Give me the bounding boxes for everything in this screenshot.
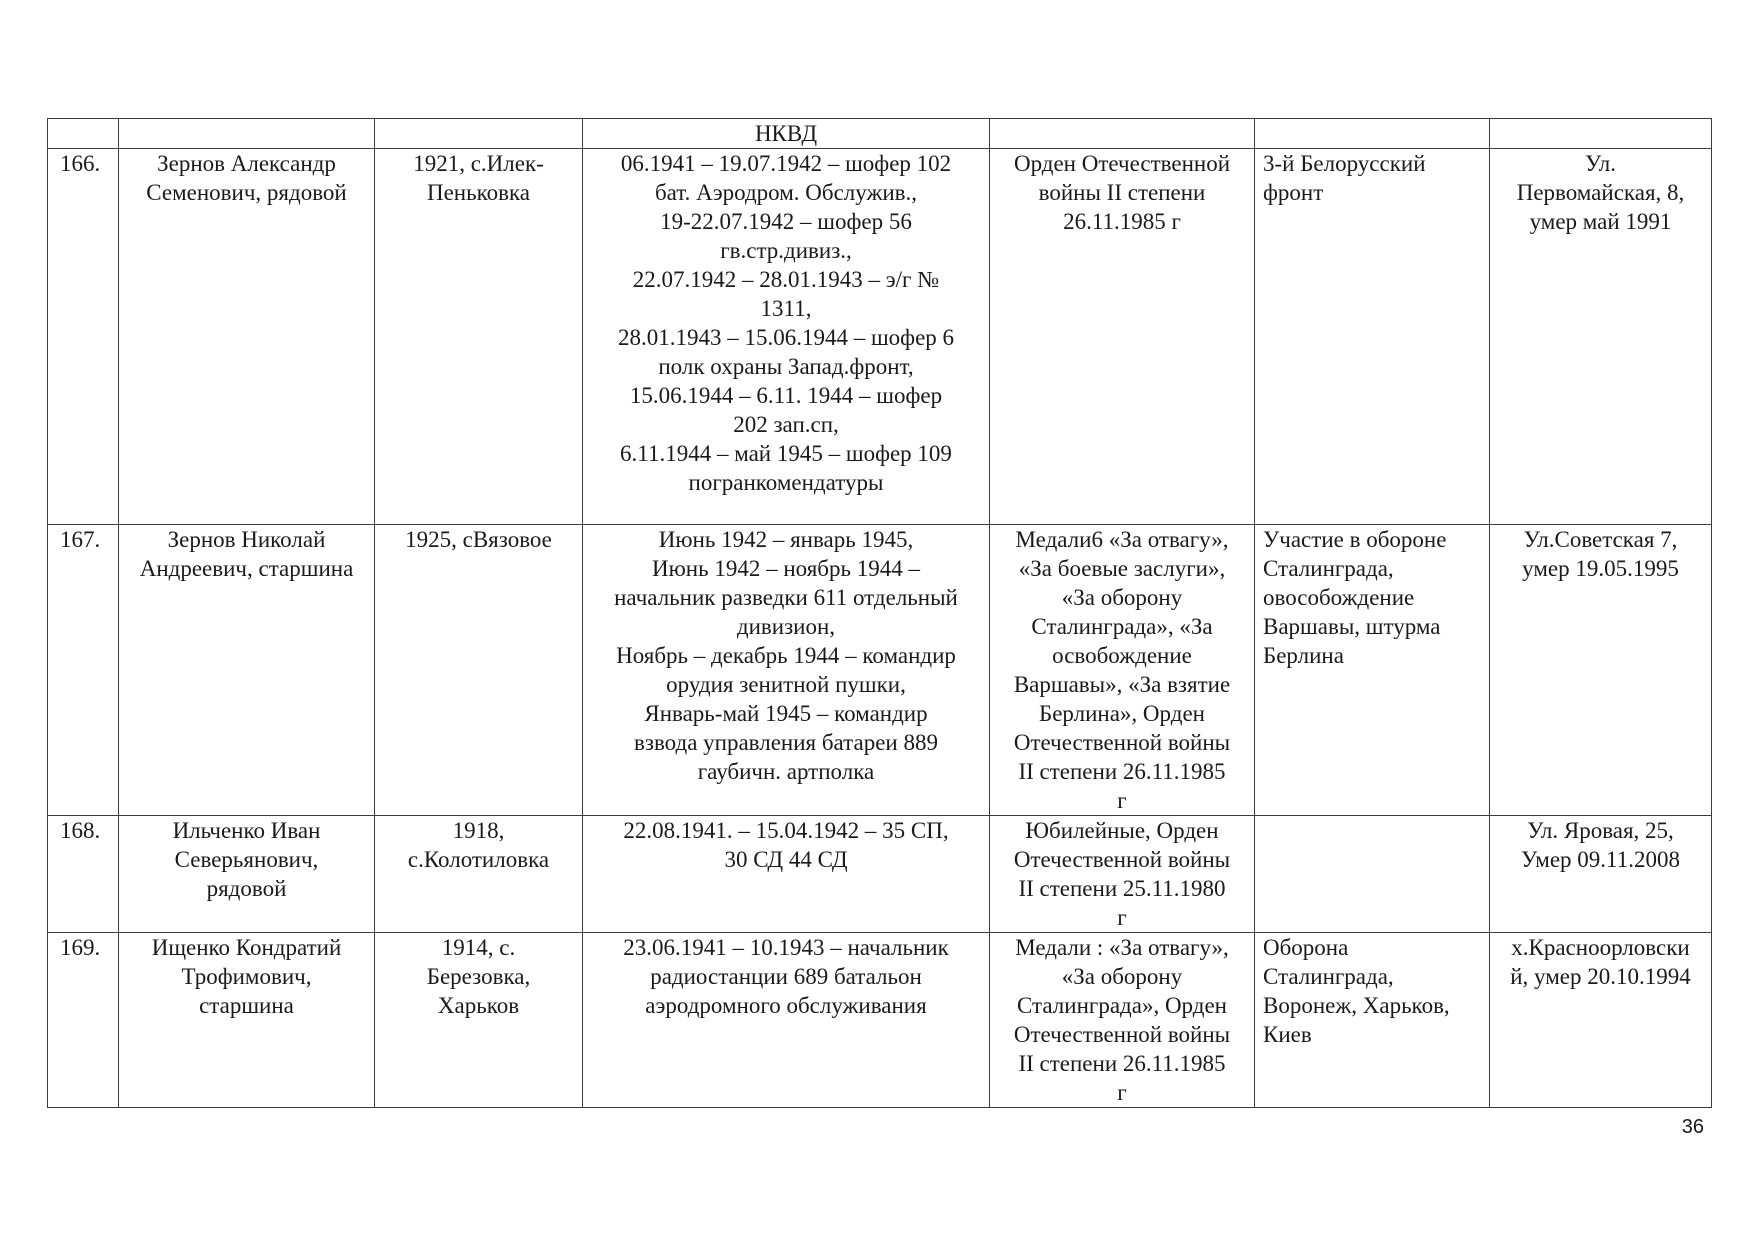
service-line: 22.07.1942 – 28.01.1943 – э/г № [632,267,940,292]
service-line: Июнь 1942 – январь 1945, [658,527,914,552]
cell-front [1255,933,1490,1108]
awards-line: Отечественной войны [1013,847,1231,872]
service-line: начальник разведки 611 отдельный [614,585,958,610]
service-line: 22.08.1941. – 15.04.1942 – 35 СП, [623,818,949,843]
birth-line: 1914, с. [441,935,516,960]
cell-address [1490,933,1712,1108]
cell-front [1255,119,1490,149]
awards-line: г [1117,788,1127,813]
address-line: Ул.Советская 7, [1523,527,1678,552]
cell-address [1490,149,1712,525]
awards-line: Отечественной войны [1013,730,1231,755]
name-line: старшина [199,993,294,1018]
service-line: 23.06.1941 – 10.1943 – начальник [623,935,949,960]
cell-name [119,933,375,1108]
cell-name [119,525,375,816]
service-line: полк охраны Запад.фронт, [658,354,914,379]
awards-line: г [1117,1080,1127,1105]
front-line: Сталинграда, [1263,964,1394,989]
awards-line: г [1117,905,1127,930]
cell-birth [375,525,583,816]
front-line: Киев [1263,1022,1312,1047]
service-line: Январь-май 1945 – командир [644,701,928,726]
cell-front [1255,149,1490,525]
awards-line: «За оборону [1061,964,1183,989]
cell-address [1490,525,1712,816]
address-line: умер май 1991 [1529,209,1672,234]
awards-line: II степени 26.11.1985 [1018,759,1226,784]
service-line: Ноябрь – декабрь 1944 – командир [616,643,956,668]
birth-line: Березовка, [426,964,531,989]
cell-service [583,119,990,149]
name-line: Зернов Александр [157,151,336,176]
cell-awards [990,149,1255,525]
service-line: 19-22.07.1942 – шофер 56 [660,209,912,234]
cell-awards [990,933,1255,1108]
name-line: Ищенко Кондратий [151,935,342,960]
awards-line: Сталинграда», Орден [1017,993,1227,1018]
cell-birth [375,933,583,1108]
awards-line: 26.11.1985 г [1063,209,1181,234]
front-line: Оборона [1263,935,1349,960]
service-line: гаубичн. артполка [697,759,875,784]
service-line: взвода управления батареи 889 [634,730,938,755]
awards-line: Юбилейные, Орден [1025,818,1219,843]
service-line: 6.11.1944 – май 1945 – шофер 109 [620,441,952,466]
cell-birth [375,149,583,525]
table-row [48,149,1712,525]
service-line: гв.стр.дивиз., [720,238,852,263]
front-line: Воронеж, Харьков, [1263,993,1450,1018]
service-line: радиостанции 689 батальон [650,964,922,989]
table-row [48,933,1712,1108]
cell-num [48,119,119,149]
cell-address [1490,119,1712,149]
awards-line: II степени 25.11.1980 [1018,876,1226,901]
address-line: Ул. Яровая, 25, [1527,818,1674,843]
birth-line: с.Колотиловка [407,847,550,872]
name-line: Андреевич, старшина [139,556,354,581]
name-line: Семенович, рядовой [146,180,347,205]
service-line: погранкомендатуры [688,470,884,495]
awards-line: Орден Отечественной [1013,151,1231,176]
table-row-continuation [48,119,1712,149]
front-line: Варшавы, штурма [1263,614,1441,639]
service-line: 30 СД 44 СД [724,847,848,872]
awards-line: освобождение [1052,643,1192,668]
awards-line: «За оборону [1061,585,1183,610]
veterans-table [47,118,1712,1108]
row-number: 167. [48,525,119,816]
service-line: 1311, [760,296,812,321]
service-line: орудия зенитной пушки, [666,672,906,697]
cell-awards [990,816,1255,933]
cell-awards [990,525,1255,816]
birth-line: Пеньковка [426,180,531,205]
cell-name [119,119,375,149]
name-line: рядовой [206,876,287,901]
address-line: х.Краснoорловски [1511,935,1690,960]
name-line: Трофимович, [181,964,312,989]
cell-front [1255,525,1490,816]
row-number: 169. [48,933,119,1108]
service-line: 15.06.1944 – 6.11. 1944 – шофер [629,383,943,408]
cell-address [1490,816,1712,933]
service-line: Июнь 1942 – ноябрь 1944 – [652,556,920,581]
front-line: Берлина [1263,643,1344,668]
page-number: 36 [1681,1116,1704,1138]
cell-service [583,816,990,933]
name-line: Северьянович, [174,847,319,872]
name-line: Ильченко Иван [172,818,321,843]
address-line: й, умер 20.10.1994 [1510,964,1691,989]
address-line: Умер 09.11.2008 [1521,847,1680,872]
row-number: 168. [48,816,119,933]
cell-service [583,525,990,816]
front-line: Сталинграда, [1263,556,1394,581]
address-line: Ул. [1585,151,1616,176]
row-number: 166. [48,149,119,525]
service-line: дивизион, [736,614,836,639]
service-line: бат. Аэродром. Обслужив., [654,180,918,205]
birth-line: Харьков [437,993,520,1018]
table-row [48,816,1712,933]
awards-line: Берлина», Орден [1039,701,1205,726]
service-line: НКВД [754,121,818,146]
cell-birth [375,119,583,149]
birth-line: 1921, с.Илек- [413,151,544,176]
awards-line: II степени 26.11.1985 [1018,1051,1226,1076]
cell-name [119,816,375,933]
service-line: 202 зап.сп, [733,412,839,437]
front-line: 3-й Белорусский [1263,151,1426,176]
cell-front [1255,816,1490,933]
front-line: фронт [1263,180,1324,205]
awards-line: Медали6 «За отвагу», [1015,527,1229,552]
awards-line: Отечественной войны [1013,1022,1231,1047]
awards-line: Сталинграда», «За [1031,614,1213,639]
cell-service [583,149,990,525]
name-line: Зернов Николай [167,527,326,552]
awards-line: Варшавы», «За взятие [1013,672,1231,697]
front-line: овособождение [1263,585,1415,610]
cell-birth [375,816,583,933]
birth-line: 1925, сВязовое [405,527,552,552]
cell-awards [990,119,1255,149]
birth-line: 1918, [452,818,505,843]
service-line: 06.1941 – 19.07.1942 – шофер 102 [620,151,952,176]
cell-service [583,933,990,1108]
address-line: умер 19.05.1995 [1522,556,1679,581]
awards-line: Медали : «За отвагу», [1015,935,1229,960]
cell-name [119,149,375,525]
awards-line: «За боевые заслуги», [1018,556,1226,581]
service-line: 28.01.1943 – 15.06.1944 – шофер 6 [617,325,955,350]
front-line: Участие в обороне [1263,527,1447,552]
awards-line: войны II степени [1038,180,1206,205]
address-line: Первомайская, 8, [1516,180,1685,205]
service-line: аэродромного обслуживания [645,993,927,1018]
table-row [48,525,1712,816]
